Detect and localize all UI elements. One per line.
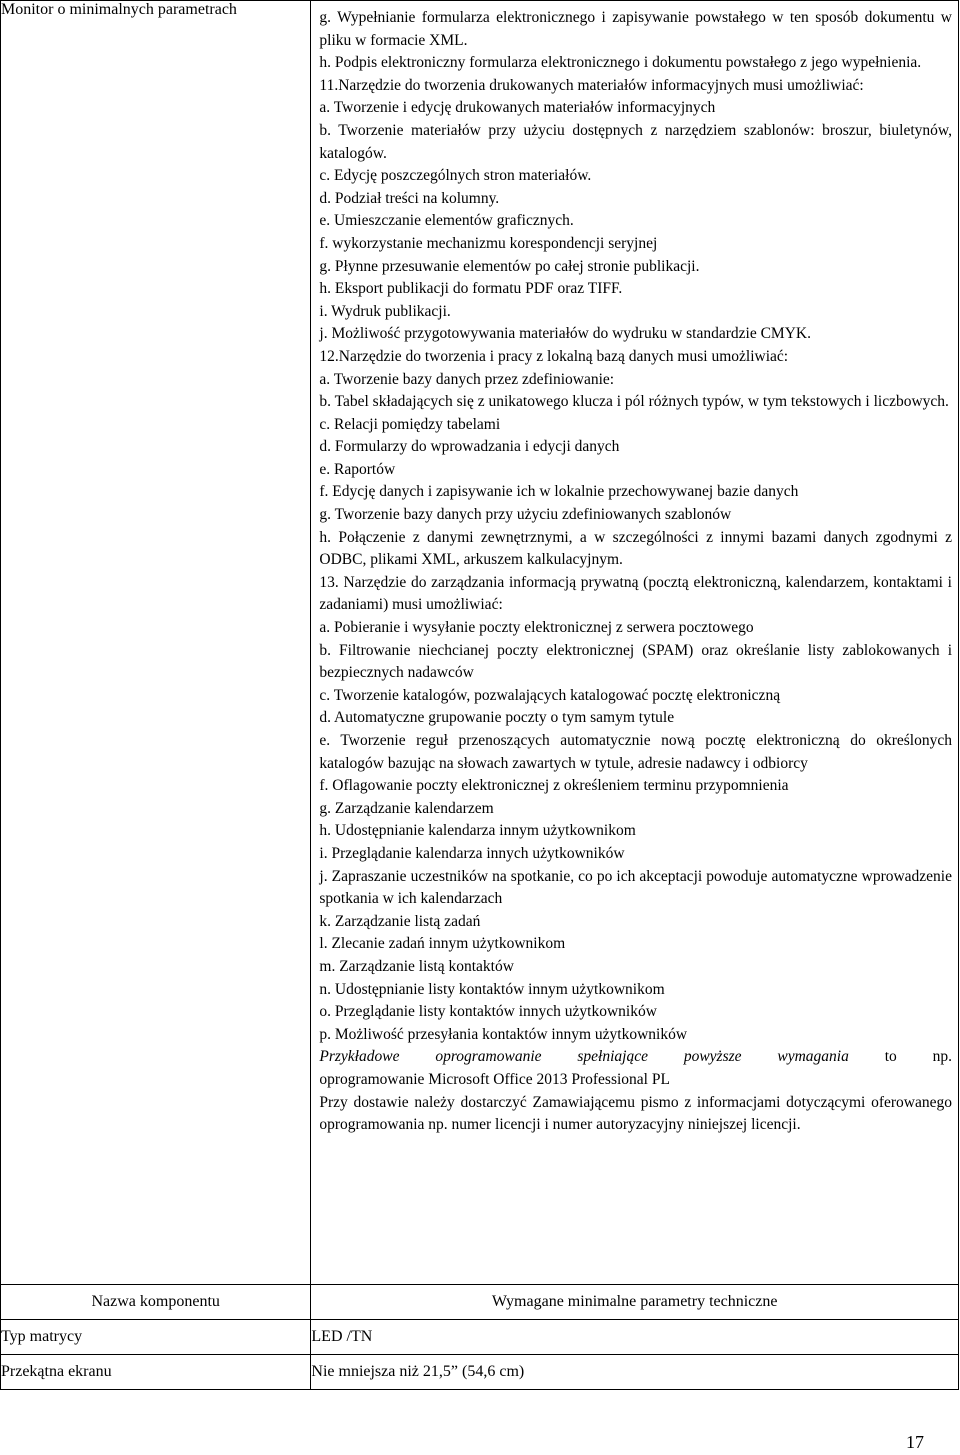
example-line bbox=[319, 1046, 952, 1069]
requirement-line: b. Tabel składających się z unikatowego klucza i pól różnych typów, w tym tekstowych i liczbowych. bbox=[319, 393, 949, 411]
requirement-line: p. Możliwość przesyłania kontaktów innym użytkowników bbox=[319, 1025, 688, 1043]
requirement-line: m. Zarządzanie listą kontaktów bbox=[319, 957, 514, 975]
requirement-line: h. Podpis elektroniczny formularza elektronicznego i dokumentu powstałego z jego wypełnienia. bbox=[319, 54, 922, 72]
row-value: Nie mniejsza niż 21,5” (54,6 cm) bbox=[311, 1363, 525, 1380]
requirement-line: a. Pobieranie i wysyłanie poczty elektronicznej z serwera pocztowego bbox=[319, 619, 754, 637]
row-name: Przekątna ekranu bbox=[1, 1363, 112, 1380]
monitor-title: Monitor o minimalnych parametrach bbox=[1, 1, 237, 18]
example-product: oprogramowanie Microsoft Office 2013 Professional PL bbox=[319, 1070, 670, 1088]
example-italic: Przykładowe oprogramowanie spełniające powyższe wymagania bbox=[319, 1048, 849, 1066]
row-value: LED /TN bbox=[311, 1328, 373, 1345]
row-value-matrix bbox=[311, 1320, 959, 1355]
requirement-line: n. Udostępnianie listy kontaktów innym użytkownikom bbox=[319, 980, 665, 998]
requirement-line: j. Zapraszanie uczestników na spotkanie, co po ich akceptacji powoduje automatyczne wprowadzenie spotkania w ich kalendarzach bbox=[319, 867, 952, 908]
requirement-line: b. Tworzenie materiałów przy użyciu dostępnych z narzędziem szablonów: broszur, biuletynów, katalogów. bbox=[319, 121, 952, 162]
requirement-line: i. Wydruk publikacji. bbox=[319, 302, 451, 320]
row-name-diagonal bbox=[1, 1355, 311, 1390]
requirement-line: g. Zarządzanie kalendarzem bbox=[319, 799, 494, 817]
requirement-line: f. wykorzystanie mechanizmu korespondencji seryjnej bbox=[319, 234, 658, 252]
requirement-line: g. Płynne przesuwanie elementów po całej stronie publikacji. bbox=[319, 257, 700, 275]
row-value-diagonal bbox=[311, 1355, 959, 1390]
requirements-cell bbox=[311, 1, 959, 1285]
requirement-line: d. Automatyczne grupowanie poczty o tym samym tytule bbox=[319, 709, 675, 727]
col-component-label: Nazwa komponentu bbox=[91, 1293, 220, 1310]
requirement-line: f. Oflagowanie poczty elektronicznej z określeniem terminu przypomnienia bbox=[319, 777, 789, 795]
requirement-line: h. Eksport publikacji do formatu PDF oraz TIFF. bbox=[319, 280, 623, 298]
requirement-line: a. Tworzenie i edycję drukowanych materiałów informacyjnych bbox=[319, 99, 716, 117]
requirement-line: 13. Narzędzie do zarządzania informacją prywatną (pocztą elektroniczną, kalendarzem, kontaktami i zadaniami) musi umożliwiać: bbox=[319, 573, 952, 614]
requirement-line: c. Edycję poszczególnych stron materiałów. bbox=[319, 167, 592, 185]
col-component-header bbox=[1, 1285, 311, 1320]
requirement-line: e. Umieszczanie elementów graficznych. bbox=[319, 212, 574, 230]
example-tail: to np. bbox=[848, 1048, 952, 1066]
requirement-line: h. Udostępnianie kalendarza innym użytkownikom bbox=[319, 822, 636, 840]
requirement-line: l. Zlecanie zadań innym użytkownikom bbox=[319, 935, 566, 953]
row-name-matrix bbox=[1, 1320, 311, 1355]
requirement-line: c. Relacji pomiędzy tabelami bbox=[319, 415, 501, 433]
requirement-line: i. Przeglądanie kalendarza innych użytkowników bbox=[319, 844, 625, 862]
requirement-line: j. Możliwość przygotowywania materiałów do wydruku w standardzie CMYK. bbox=[319, 325, 811, 343]
requirements-list bbox=[319, 7, 952, 1046]
requirement-line: a. Tworzenie bazy danych przez zdefiniowanie: bbox=[319, 370, 615, 388]
requirement-line: e. Raportów bbox=[319, 460, 396, 478]
requirement-line: b. Filtrowanie niechcianej poczty elektronicznej (SPAM) oraz określanie listy zablokowanych i bezpiecznych nadawców bbox=[319, 641, 952, 682]
col-params-label: Wymagane minimalne parametry techniczne bbox=[491, 1293, 778, 1310]
row-name: Typ matrycy bbox=[1, 1328, 83, 1345]
requirement-line: o. Przeglądanie listy kontaktów innych użytkowników bbox=[319, 1003, 657, 1021]
requirement-line: 11.Narzędzie do tworzenia drukowanych materiałów informacyjnych musi umożliwiać: bbox=[319, 76, 864, 94]
requirements-text bbox=[311, 1, 958, 1139]
requirement-line: g. Wypełnianie formularza elektronicznego i zapisywanie powstałego w ten sposób dokumentu w pliku w formacie XML. bbox=[319, 9, 952, 49]
delivery-note: Przy dostawie należy dostarczyć Zamawiającemu pismo z informacjami dotyczącymi oferowanego oprogramowania np. numer licencji i numer autoryzacyjny niniejszej licencji. bbox=[319, 1093, 952, 1134]
requirement-line: d. Formularzy do wprowadzania i edycji danych bbox=[319, 438, 620, 456]
requirement-line: f. Edycję danych i zapisywanie ich w lokalnie przechowywanej bazie danych bbox=[319, 483, 799, 501]
page-number: 17 bbox=[906, 1432, 924, 1452]
requirement-line: d. Podział treści na kolumny. bbox=[319, 189, 500, 207]
requirement-line: h. Połączenie z danymi zewnętrznymi, a w szczególności z innymi bazami danych zgodnymi z ODBC, plikami XML, arkuszem kalkulacyjnym. bbox=[319, 528, 952, 569]
requirement-line: e. Tworzenie reguł przenoszących automatycznie nową pocztę elektroniczną do określonych katalogów bazując na słowach zawartych w tytule, adresie nadawcy i odbiorcy bbox=[319, 732, 952, 772]
requirement-line: 12.Narzędzie do tworzenia i pracy z lokalną bazą danych musi umożliwiać: bbox=[319, 347, 789, 365]
requirement-line: c. Tworzenie katalogów, pozwalających katalogować pocztę elektroniczną bbox=[319, 686, 781, 704]
requirement-line: g. Tworzenie bazy danych przy użyciu zdefiniowanych szablonów bbox=[319, 506, 732, 524]
requirement-line: k. Zarządzanie listą zadań bbox=[319, 912, 481, 930]
col-params-header bbox=[311, 1285, 959, 1320]
monitor-title-cell bbox=[1, 1, 311, 1285]
